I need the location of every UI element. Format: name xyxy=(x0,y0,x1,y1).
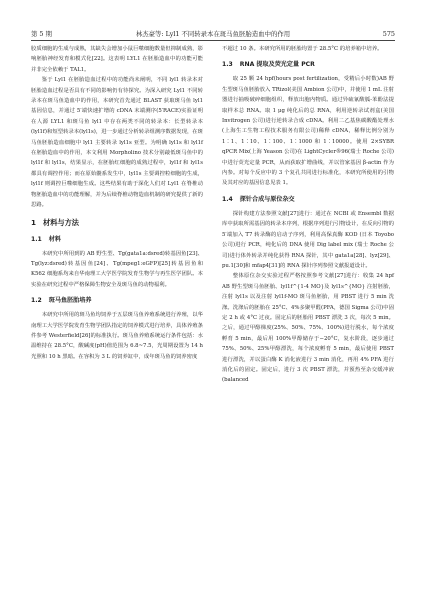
subsection-1-2-title: 斑马鱼胚胎培养 xyxy=(48,297,92,305)
probe-synthesis-paragraph: 探针构建方法参照文献[27]进行：通过在 NCBI 或 Ensembl 数据库中获取所需基因的转录本序列，根据序列进行引物设计，在反向引物的 5′端加入 T7 转录酶的启动子序列，利用高保真酶 KOD (日本 Toyobo 公司)进行 PCR，纯化后的 DNA 使用 Dig label mix (瑞士 Roche 公司)进行体外转录并纯化获得 RNA 探针，其中 gata1a[28]、lyz[29]、pu.1[30]和 mfap4[31]的 RNA 探针序列参照文献报道设计。 xyxy=(222,210,394,269)
subsection-1-1-title: 材料 xyxy=(48,235,61,243)
continued-paragraph: 不超过 10 条。本研究所用的胚胎均置于 28.5°C 的培养箱中培养。 xyxy=(222,46,383,52)
section-1-number: 1 xyxy=(31,217,37,227)
subsection-1-3-number: 1.3 xyxy=(222,61,233,69)
subsection-1-4-heading xyxy=(222,194,394,205)
subsection-1-3-heading xyxy=(222,59,394,70)
subsection-1-4-title: 探针合成与原位杂交 xyxy=(239,195,295,203)
subsection-1-2-number: 1.2 xyxy=(31,297,42,305)
section-1-heading xyxy=(31,217,203,229)
intro-paragraph-2: 鉴于 Lyl1 在胚胎造血过程中的功能尚未阐明，不同 lyl1 转录本对胚胎造血过程是否具有不同的影响仍有待探究。为深入研究 Lyl1 不同转录本在斑马鱼造血中的作用，本研究首先通过 BLAST 获取斑马鱼 lyl1 基因信息，并通过 5′端快速扩增的 cDNA 末端测序(5′RACE)实验证明在人源 LYL1 和斑马鱼 lyl1 中存在两类不同的转录本：长型转录本(lyl1f)和短型转录本(lyl1s)，进一步通过分析转录组测序数据发现，在斑马鱼胚胎造血细胞中 lyl1 主要转录 lyl1s 亚型。为明确 lyl1s 和 lyl1f 在胚胎造血中的作用，本文利用 Morpholino 技术分别敲低斑马鱼中的 lyl1f 和 lyl1s，结果显示，在胚胎红细胞的成熟过程中，lyl1f 和 lyl1s 都具有调控作用；而在原始髓系发生中，lyl1s 主要调控粒细胞的生成，lyl1f 则调控巨噬细胞生成。这些结果有助于深化人们对 Lyl1 在脊椎动物胚胎造血中的功能理解，并为后续脊椎动物造血机制的研究提供了新的思路。 xyxy=(31,77,203,209)
in-situ-paragraph: 整体原位杂交实验过程严格按照参考文献[27]进行：收集 24 hpf AB 野生型斑马鱼胚胎、lyl1f^{1-4 MO}及 lyl1s^{MO} 注射胚胎，注射 lyl1s 以及注射 lyl1f-MO 斑马鱼胚胎，用 PBST 进行 5 min 洗涤。洗涤后的胚胎在 25°C、4%多聚甲醛(PFA，德国 Sigma 公司)中固定 2 h 或 4°C 过夜。固定后的胚胎用 PBST 漂洗 3 次，每次 5 min。之后，通过甲醇梯度(25%、50%、75%、100%)进行脱水，每个浓度孵育 5 min，最后用 100%甲醇储存于−20°C，复水阶段，逐步通过 75%、50%、25%甲醇漂洗，每个浓度孵育 5 min，最后使用 PBST 进行漂洗，并以蛋白酶 K 消化液进行 3 min 消化，再用 4% PFA 进行消化后的固定。固定后，进行 3 次 PBST 漂洗，并预热至杂交缓冲液(balanced xyxy=(222,273,394,384)
left-column xyxy=(31,44,203,362)
subsection-1-1-heading xyxy=(31,234,203,245)
subsection-1-2-heading xyxy=(31,295,203,306)
page-header xyxy=(31,28,395,41)
section-1-title: 材料与方法 xyxy=(43,217,79,227)
right-column xyxy=(222,44,394,386)
running-title: 林杰豪等: Lyl1 不同转录本在斑马鱼胚胎造血中的作用 xyxy=(135,30,291,38)
materials-paragraph: 本研究中所用到的 AB 野生型、Tg(gata1a:dsred)转基因鱼[23]、Tg(lyz:dsred)转基因鱼[24]、Tg(mpeg1:eGFP)[25]转基因鱼和 K562 细胞系均来自华南理工大学医学院发育生物学与再生医学团队。本实验在研究过程中严格保障生物安全及斑马鱼的动物福利。 xyxy=(31,250,203,288)
page-number: 575 xyxy=(382,30,395,38)
issue-number: 第 5 期 xyxy=(31,30,52,38)
subsection-1-3-title: RNA 提取及荧光定量 PCR xyxy=(239,61,315,69)
subsection-1-4-number: 1.4 xyxy=(222,195,233,203)
rna-qpcr-paragraph: 取 25 颗 24 hpf(hours post fertilization，受精后小时数)AB 野生型斑马鱼胚胎放入 TRizol(美国 Ambion 公司)中，并使用 1 mL 注射器进行抽吸破碎细胞组织，释放出胞内物质。通过异硫氰酸胍-苯酚法提取样本总 RNA。取 1 μg 纯化后的总 RNA，利用逆转录试剂盒(美国 Invitrogen 公司)进行逆转录合成 cDNA。利用二乙基焦碳酸酯处理水(上海生工生物工程技术服务有限公司)稀释 cDNA，稀释比例分别为 1∶1、1∶10、1∶100、1∶1000 和 1∶10000。使用 2×SYBR qPCR Mix(上海 Yeason 公司)在 LightCycler®96(瑞士 Roche 公司)中进行荧光定量 PCR，从而获取扩增曲线，并以管家基因 β-actin 作为内参。对每个反应中的 3 个复孔共同进行标准化，本研究所使用的引物及其对应的基因信息见表 1。 xyxy=(222,76,394,187)
embryo-culture-paragraph: 本研究中所用的斑马鱼均饲养于五层斑马鱼养殖系统进行养殖，以华南理工大学医学院发育生物学团队指定的饲养模式进行培养，具体养殖条件参考 Westerfield[26]的标准执行。斑马鱼养殖系统运行条件包括：水温维持在 28.5°C，酸碱度(pH)值范围为 6.8~7.5，光周期设置为 14 h 光照和 10 h 黑暗。在容积为 3 L 的饲养缸中，成年斑马鱼的饲养密度 xyxy=(31,312,203,360)
subsection-1-1-number: 1.1 xyxy=(31,235,42,243)
intro-paragraph-1: 胶质细胞的生成与成熟，其缺失会增加小鼠巨噬细胞数量但抑制成熟，影响胚胎神经发育和模式化[22]。这表明 LYL1 在胚胎造血中的功能可能并非完全依赖于 TAL1。 xyxy=(31,46,203,73)
